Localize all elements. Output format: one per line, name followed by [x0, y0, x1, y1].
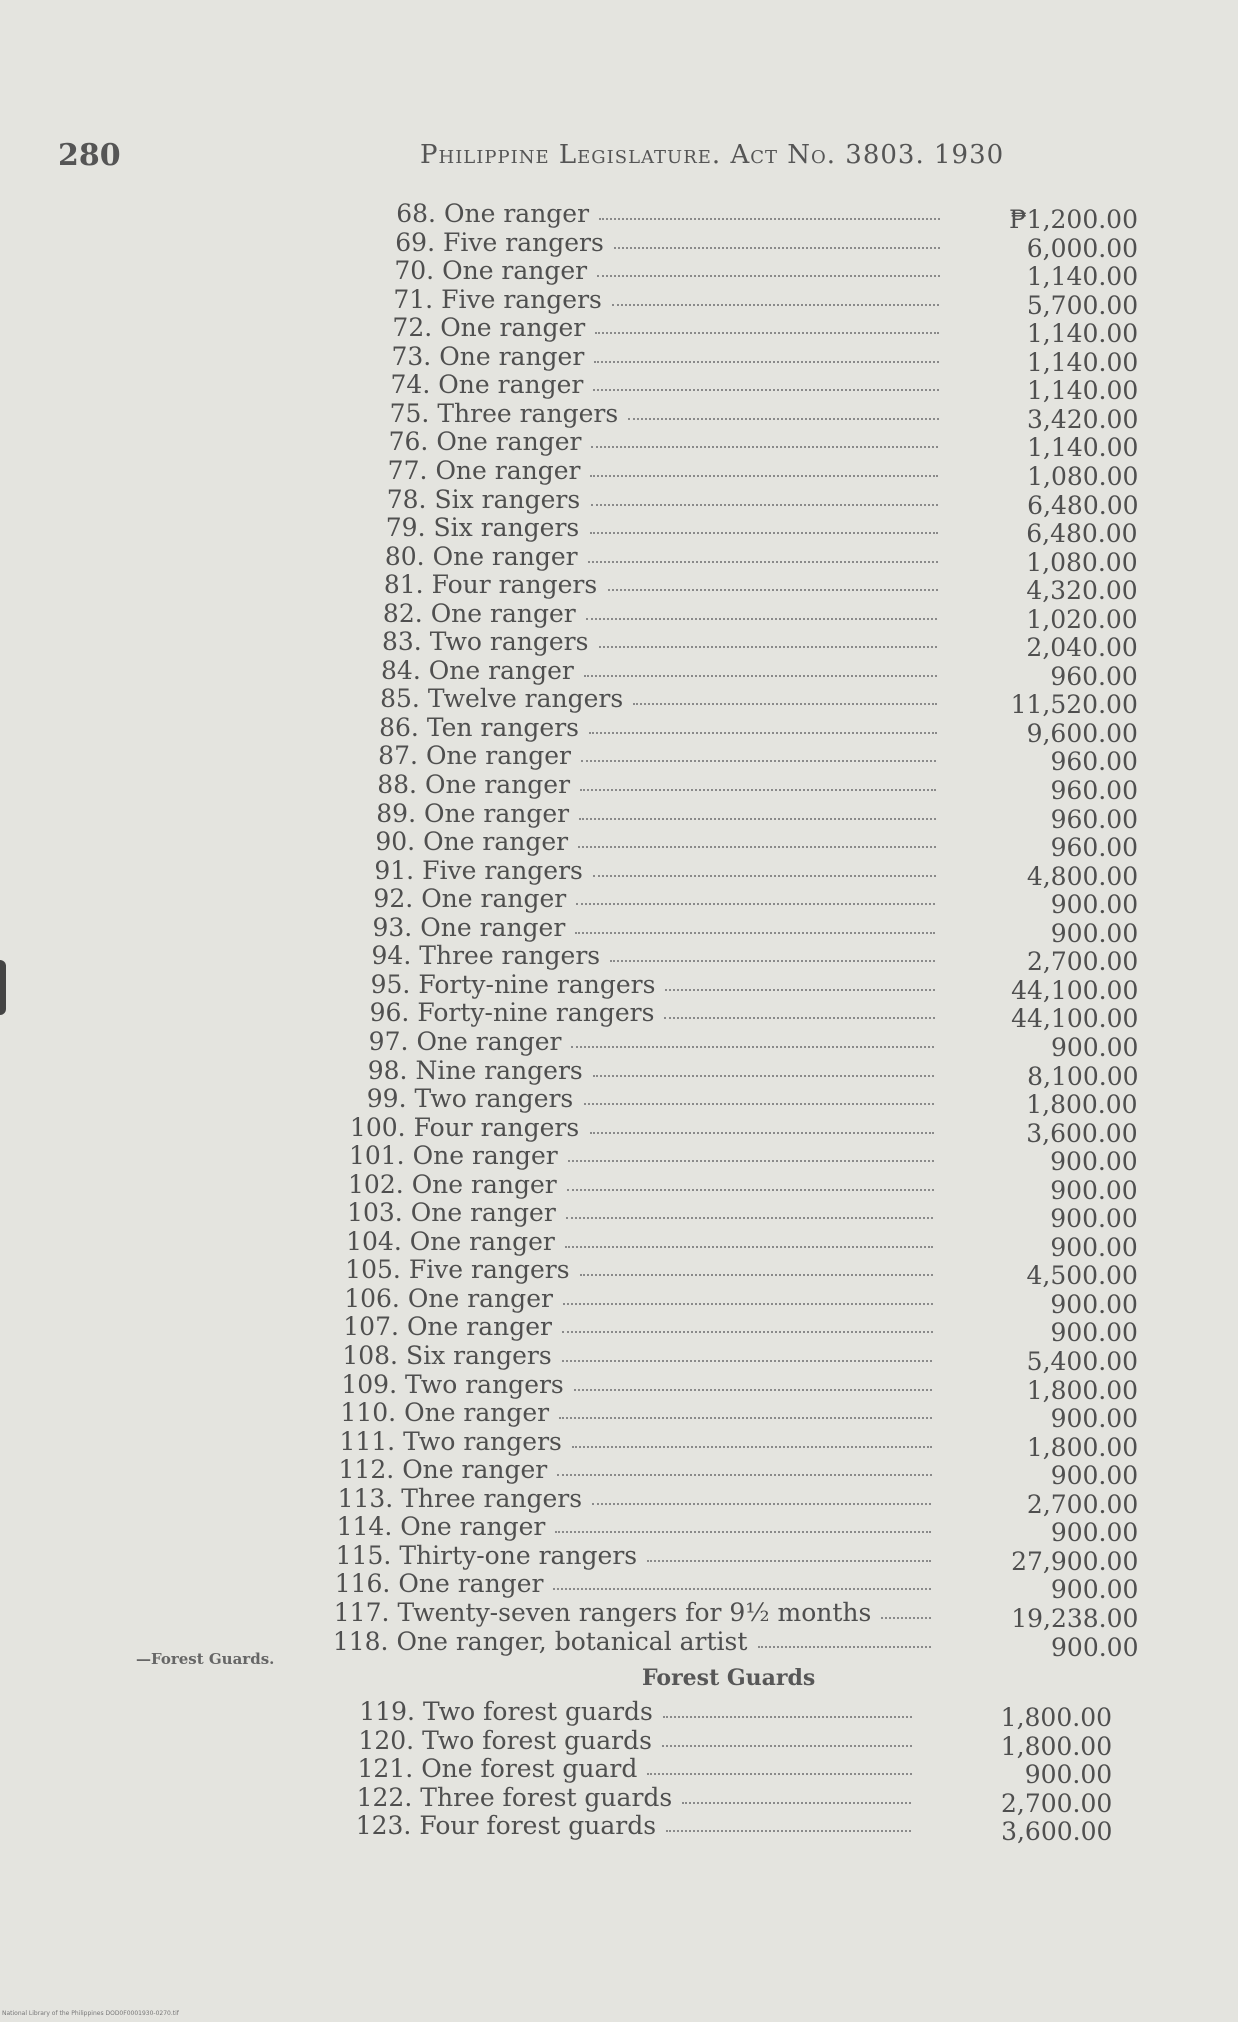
item-number: 85.: [380, 684, 420, 714]
dot-leader: [574, 1371, 932, 1391]
dot-leader: [571, 1028, 934, 1048]
list-item: [364, 627, 1138, 663]
item-amount: 3,600.00: [1001, 1817, 1113, 1846]
item-number: 110.: [340, 1398, 397, 1428]
item-description: Thirty-one rangers: [399, 1540, 638, 1570]
list-item: [373, 341, 1139, 377]
item-amount: 9,600.00: [1026, 718, 1138, 748]
footer-note: National Library of the Philippines DOD0F0001930-0270.tif: [2, 2010, 179, 2017]
item-number: 74.: [390, 370, 431, 400]
item-number: 117.: [333, 1597, 390, 1627]
list-item: [357, 1697, 1112, 1732]
list-item: [355, 884, 1139, 920]
item-number: 86.: [379, 712, 419, 742]
item-description: Forty-nine rangers: [417, 998, 655, 1028]
item-description: One ranger: [432, 541, 578, 571]
item-description: One ranger: [425, 770, 571, 799]
item-description: One ranger: [407, 1283, 553, 1313]
dot-leader: [589, 714, 937, 734]
item-amount: 5,400.00: [1026, 1347, 1138, 1376]
item-description: Five rangers: [443, 227, 604, 257]
dot-leader: [579, 800, 936, 820]
item-description: One ranger: [444, 199, 590, 228]
item-description: Two rangers: [405, 1369, 564, 1399]
item-number: 101.: [348, 1141, 405, 1171]
item-amount: 2,700.00: [1026, 947, 1139, 977]
item-description: One ranger: [402, 1455, 548, 1485]
item-description: One ranger: [409, 1226, 555, 1256]
item-amount: 960.00: [1050, 776, 1138, 805]
list-item: [363, 655, 1138, 691]
list-item: [343, 1255, 1138, 1291]
dot-leader: [758, 1628, 931, 1648]
dot-leader: [588, 543, 938, 563]
list-item: [374, 313, 1139, 349]
item-description: One ranger: [430, 598, 576, 628]
list-item: [331, 1597, 1139, 1633]
item-number: 116.: [334, 1569, 391, 1599]
list-item: [354, 1782, 1113, 1818]
item-description: One ranger: [423, 827, 569, 857]
dot-leader: [586, 600, 938, 620]
item-amount: 1,800.00: [1026, 1090, 1138, 1120]
dot-leader: [663, 1698, 912, 1718]
item-description: Two forest guards: [423, 1697, 653, 1726]
item-amount: 960.00: [1050, 747, 1138, 777]
item-amount: 900.00: [1050, 1032, 1139, 1062]
item-description: Two rangers: [429, 627, 589, 657]
dot-leader: [592, 1485, 931, 1505]
item-amount: 3,600.00: [1026, 1118, 1138, 1148]
list-item: [352, 969, 1139, 1005]
item-description: One ranger: [400, 1512, 546, 1542]
list-item: [365, 598, 1138, 634]
item-number: 70.: [394, 256, 435, 286]
list-item: [370, 427, 1139, 463]
dot-leader: [633, 685, 937, 705]
dot-leader: [575, 914, 935, 934]
list-item: [369, 484, 1139, 520]
dot-leader: [599, 200, 940, 220]
item-amount: 960.00: [1050, 661, 1138, 691]
item-amount: 1,140.00: [1027, 433, 1139, 463]
item-amount: 44,100.00: [1011, 1004, 1139, 1034]
item-number: 109.: [341, 1369, 398, 1399]
item-number: 77.: [387, 455, 428, 485]
item-amount: 6,480.00: [1027, 490, 1139, 520]
item-number: 102.: [348, 1169, 404, 1199]
item-number: 82.: [382, 598, 423, 628]
item-number: 87.: [378, 741, 418, 771]
dot-leader: [562, 1313, 933, 1333]
dot-leader: [595, 314, 939, 334]
item-amount: 4,500.00: [1026, 1261, 1138, 1291]
item-description: One ranger: [404, 1398, 550, 1428]
running-head: Philippine Legislature. Act No. 3803. 1930: [420, 140, 1005, 170]
item-amount: 11,520.00: [1010, 690, 1138, 720]
item-description: One ranger: [406, 1312, 552, 1342]
list-item: [340, 1341, 1138, 1376]
dot-leader: [664, 999, 934, 1019]
item-description: One ranger: [411, 1169, 557, 1199]
list-item: [368, 513, 1138, 549]
dot-leader: [553, 1570, 930, 1590]
dot-leader: [590, 457, 938, 477]
list-item: [346, 1169, 1138, 1205]
item-number: 111.: [339, 1426, 396, 1456]
item-number: 100.: [349, 1112, 406, 1142]
list-item: [377, 227, 1139, 263]
list-item: [357, 827, 1139, 863]
item-number: 95.: [370, 969, 411, 999]
item-number: 84.: [381, 655, 421, 685]
dot-leader: [576, 885, 935, 905]
list-item: [331, 1626, 1139, 1662]
item-number: 92.: [373, 884, 414, 914]
dot-leader: [581, 742, 936, 762]
item-description: One ranger: [435, 455, 581, 485]
dot-leader: [597, 257, 940, 277]
dot-leader: [562, 1342, 932, 1362]
item-description: One ranger: [424, 798, 570, 828]
dot-leader: [593, 857, 935, 877]
list-item: [332, 1569, 1139, 1605]
dot-leader: [566, 1199, 934, 1219]
item-description: Twenty-seven rangers for 9½ months: [397, 1597, 872, 1627]
item-amount: 900.00: [1050, 1204, 1138, 1234]
list-item: [335, 1483, 1139, 1519]
item-amount: 960.00: [1050, 804, 1139, 834]
item-number: 93.: [372, 912, 413, 942]
dot-leader: [662, 1727, 912, 1747]
dot-leader: [572, 1428, 932, 1448]
dot-leader: [555, 1513, 931, 1533]
dot-leader: [590, 1114, 934, 1134]
list-item: [351, 998, 1139, 1034]
dot-leader: [682, 1784, 911, 1804]
dot-leader: [593, 1057, 935, 1077]
item-description: One ranger: [416, 1026, 562, 1056]
list-item: [358, 798, 1139, 834]
list-item: [337, 1426, 1139, 1462]
item-number: 97.: [368, 1026, 409, 1056]
dot-leader: [557, 1456, 931, 1476]
item-description: Two rangers: [414, 1084, 574, 1114]
item-description: One ranger: [410, 1198, 556, 1228]
item-number: 121.: [357, 1754, 414, 1783]
item-number: 119.: [359, 1697, 415, 1726]
list-item: [342, 1283, 1138, 1319]
margin-note: —Forest Guards.: [136, 1650, 275, 1668]
item-number: 115.: [335, 1540, 392, 1570]
item-description: Three rangers: [437, 398, 619, 428]
item-amount: 2,700.00: [1000, 1788, 1113, 1818]
dot-leader: [665, 971, 935, 991]
item-number: 91.: [374, 855, 415, 885]
dot-leader: [580, 771, 936, 791]
item-number: 122.: [356, 1782, 413, 1812]
list-item: [336, 1455, 1139, 1491]
item-description: One ranger: [439, 341, 585, 371]
list-item: [376, 256, 1139, 292]
list-item: [348, 1112, 1138, 1148]
item-number: 78.: [386, 484, 427, 514]
item-amount: 900.00: [1050, 1318, 1138, 1348]
dot-leader: [591, 428, 938, 448]
item-amount: 1,140.00: [1026, 347, 1139, 377]
item-amount: 900.00: [1050, 1232, 1138, 1262]
item-description: Six rangers: [433, 513, 580, 543]
item-amount: 960.00: [1050, 833, 1139, 863]
item-amount: 1,800.00: [1000, 1731, 1113, 1761]
item-amount: 19,238.00: [1011, 1603, 1139, 1633]
item-amount: 1,080.00: [1027, 461, 1139, 491]
list-item: [360, 741, 1138, 777]
item-description: Six rangers: [406, 1341, 552, 1370]
dot-leader: [584, 657, 937, 677]
item-amount: 900.00: [1051, 1632, 1139, 1662]
dot-leader: [608, 571, 938, 591]
item-amount: 900.00: [1050, 1575, 1139, 1605]
item-description: One ranger: [420, 912, 566, 942]
item-number: 99.: [366, 1084, 407, 1114]
dot-leader: [584, 1085, 935, 1105]
item-description: One ranger: [412, 1141, 558, 1171]
dot-leader: [578, 828, 936, 848]
item-amount: 1,020.00: [1026, 604, 1138, 634]
item-amount: 44,100.00: [1011, 975, 1139, 1005]
item-amount: 900.00: [1050, 1289, 1138, 1319]
item-number: 90.: [375, 827, 416, 857]
item-description: One ranger, botanical artist: [396, 1626, 748, 1656]
list-item: [344, 1226, 1138, 1262]
item-number: 104.: [346, 1226, 402, 1256]
list-item: [350, 1026, 1139, 1062]
dot-leader: [594, 343, 939, 363]
item-number: 76.: [388, 427, 429, 457]
list-item: [350, 1055, 1139, 1091]
dot-leader: [599, 628, 937, 648]
item-description: Three rangers: [401, 1483, 583, 1513]
dot-leader: [591, 486, 939, 506]
item-number: 96.: [369, 998, 410, 1028]
item-number: 114.: [336, 1512, 393, 1542]
list-item: [349, 1084, 1138, 1120]
list-item: [359, 770, 1138, 805]
item-description: One ranger: [438, 370, 584, 400]
list-item: [378, 199, 1138, 234]
dot-leader: [647, 1755, 911, 1775]
dot-leader: [612, 286, 939, 306]
list-item: [375, 284, 1139, 320]
dot-leader: [563, 1285, 933, 1305]
item-number: 94.: [371, 941, 412, 971]
list-item: [339, 1369, 1139, 1405]
item-description: Four forest guards: [419, 1811, 657, 1840]
list-item: [345, 1198, 1138, 1234]
item-number: 69.: [395, 227, 436, 257]
item-amount: 4,800.00: [1026, 861, 1139, 891]
list-item: [369, 455, 1139, 491]
item-number: 73.: [391, 341, 432, 371]
item-description: One ranger: [440, 313, 586, 343]
item-description: Four rangers: [413, 1112, 580, 1142]
item-number: 123.: [355, 1811, 412, 1840]
dot-leader: [568, 1142, 934, 1162]
list-item: [361, 712, 1138, 748]
item-amount: 900.00: [1050, 1518, 1139, 1548]
list-item: [338, 1398, 1139, 1434]
item-description: Two rangers: [403, 1426, 562, 1456]
item-description: Five rangers: [408, 1255, 570, 1285]
item-amount: 1,140.00: [1026, 376, 1139, 406]
list-item: [372, 370, 1139, 406]
dot-leader: [580, 1256, 933, 1276]
item-amount: 900.00: [1050, 1461, 1139, 1491]
item-amount: 27,900.00: [1011, 1546, 1139, 1576]
item-description: One ranger: [428, 655, 574, 685]
item-amount: 1,800.00: [1026, 1432, 1139, 1462]
item-description: One ranger: [436, 427, 582, 457]
item-amount: 1,140.00: [1026, 262, 1139, 292]
list-item: [356, 1725, 1113, 1761]
item-description: One ranger: [425, 741, 571, 771]
list-item: [366, 570, 1138, 606]
list-item: [371, 398, 1139, 434]
item-number: 120.: [358, 1725, 415, 1755]
item-amount: 2,040.00: [1026, 633, 1138, 663]
item-description: Twelve rangers: [427, 684, 624, 714]
item-amount: 1,800.00: [1026, 1375, 1139, 1405]
list-item: [362, 684, 1138, 720]
list-item: [367, 541, 1138, 577]
item-amount: 2,700.00: [1026, 1489, 1139, 1519]
item-number: 113.: [337, 1483, 394, 1513]
item-description: One ranger: [421, 884, 567, 914]
item-description: One ranger: [442, 256, 588, 286]
dot-leader: [565, 1228, 933, 1248]
list-item: [355, 1754, 1113, 1789]
item-amount: 900.00: [1050, 1147, 1138, 1177]
item-number: 105.: [345, 1255, 401, 1285]
item-description: Three rangers: [419, 941, 601, 971]
list-item: [353, 941, 1139, 977]
item-amount: 5,700.00: [1026, 290, 1139, 320]
item-description: Five rangers: [441, 284, 602, 314]
item-description: Four rangers: [431, 570, 598, 600]
item-number: 80.: [384, 541, 425, 571]
list-item: [341, 1312, 1138, 1348]
list-item: [334, 1512, 1139, 1548]
page-edge-mark: [0, 960, 6, 1015]
list-item: [347, 1141, 1138, 1177]
item-amount: 900.00: [1050, 918, 1139, 948]
item-number: 81.: [383, 570, 424, 600]
item-number: 98.: [367, 1055, 408, 1085]
item-amount: 3,420.00: [1027, 404, 1139, 434]
item-amount: 900.00: [1024, 1760, 1113, 1789]
item-amount: ₱1,200.00: [1009, 205, 1138, 234]
item-amount: 8,100.00: [1027, 1061, 1139, 1091]
item-amount: 1,140.00: [1026, 319, 1139, 349]
dot-leader: [610, 942, 935, 962]
list-item: [356, 855, 1139, 891]
item-amount: 6,480.00: [1026, 519, 1138, 549]
item-amount: 1,800.00: [1000, 1703, 1112, 1732]
item-description: One ranger: [398, 1569, 544, 1599]
item-number: 112.: [338, 1455, 395, 1485]
item-number: 75.: [389, 398, 430, 428]
dot-leader: [666, 1812, 911, 1832]
forest-guards-heading: Forest Guards: [642, 1665, 816, 1691]
item-number: 108.: [342, 1341, 398, 1370]
item-description: Six rangers: [434, 484, 581, 514]
item-description: Nine rangers: [415, 1055, 583, 1085]
list-item: [353, 1811, 1113, 1846]
item-amount: 4,320.00: [1026, 576, 1138, 606]
dot-leader: [881, 1599, 930, 1619]
item-description: One forest guard: [421, 1754, 638, 1783]
dot-leader: [628, 400, 938, 420]
dot-leader: [590, 514, 938, 534]
item-description: Ten rangers: [426, 712, 580, 742]
dot-leader: [593, 371, 939, 391]
item-number: 83.: [381, 627, 422, 657]
item-number: 106.: [344, 1283, 400, 1313]
item-amount: 900.00: [1050, 1404, 1139, 1434]
list-item: [354, 912, 1139, 948]
item-description: Three forest guards: [420, 1782, 673, 1812]
dot-leader: [614, 229, 940, 249]
item-description: Two forest guards: [422, 1725, 652, 1755]
dot-leader: [647, 1542, 931, 1562]
dot-leader: [567, 1171, 934, 1191]
item-number: 71.: [393, 284, 434, 314]
item-number: 79.: [385, 513, 426, 543]
item-amount: 6,000.00: [1026, 233, 1139, 263]
list-item: [333, 1540, 1139, 1576]
item-amount: 900.00: [1050, 1175, 1138, 1205]
dot-leader: [559, 1399, 932, 1419]
page-number: 280: [58, 138, 121, 173]
item-number: 72.: [392, 313, 433, 343]
item-description: Five rangers: [422, 855, 583, 885]
item-number: 107.: [343, 1312, 399, 1342]
item-number: 89.: [376, 798, 417, 828]
item-number: 88.: [377, 770, 417, 799]
item-description: Forty-nine rangers: [418, 969, 656, 999]
item-number: 103.: [347, 1198, 403, 1228]
item-amount: 900.00: [1050, 890, 1139, 920]
item-number: 118.: [332, 1626, 389, 1656]
item-amount: 1,080.00: [1026, 547, 1138, 577]
item-number: 68.: [396, 199, 436, 228]
